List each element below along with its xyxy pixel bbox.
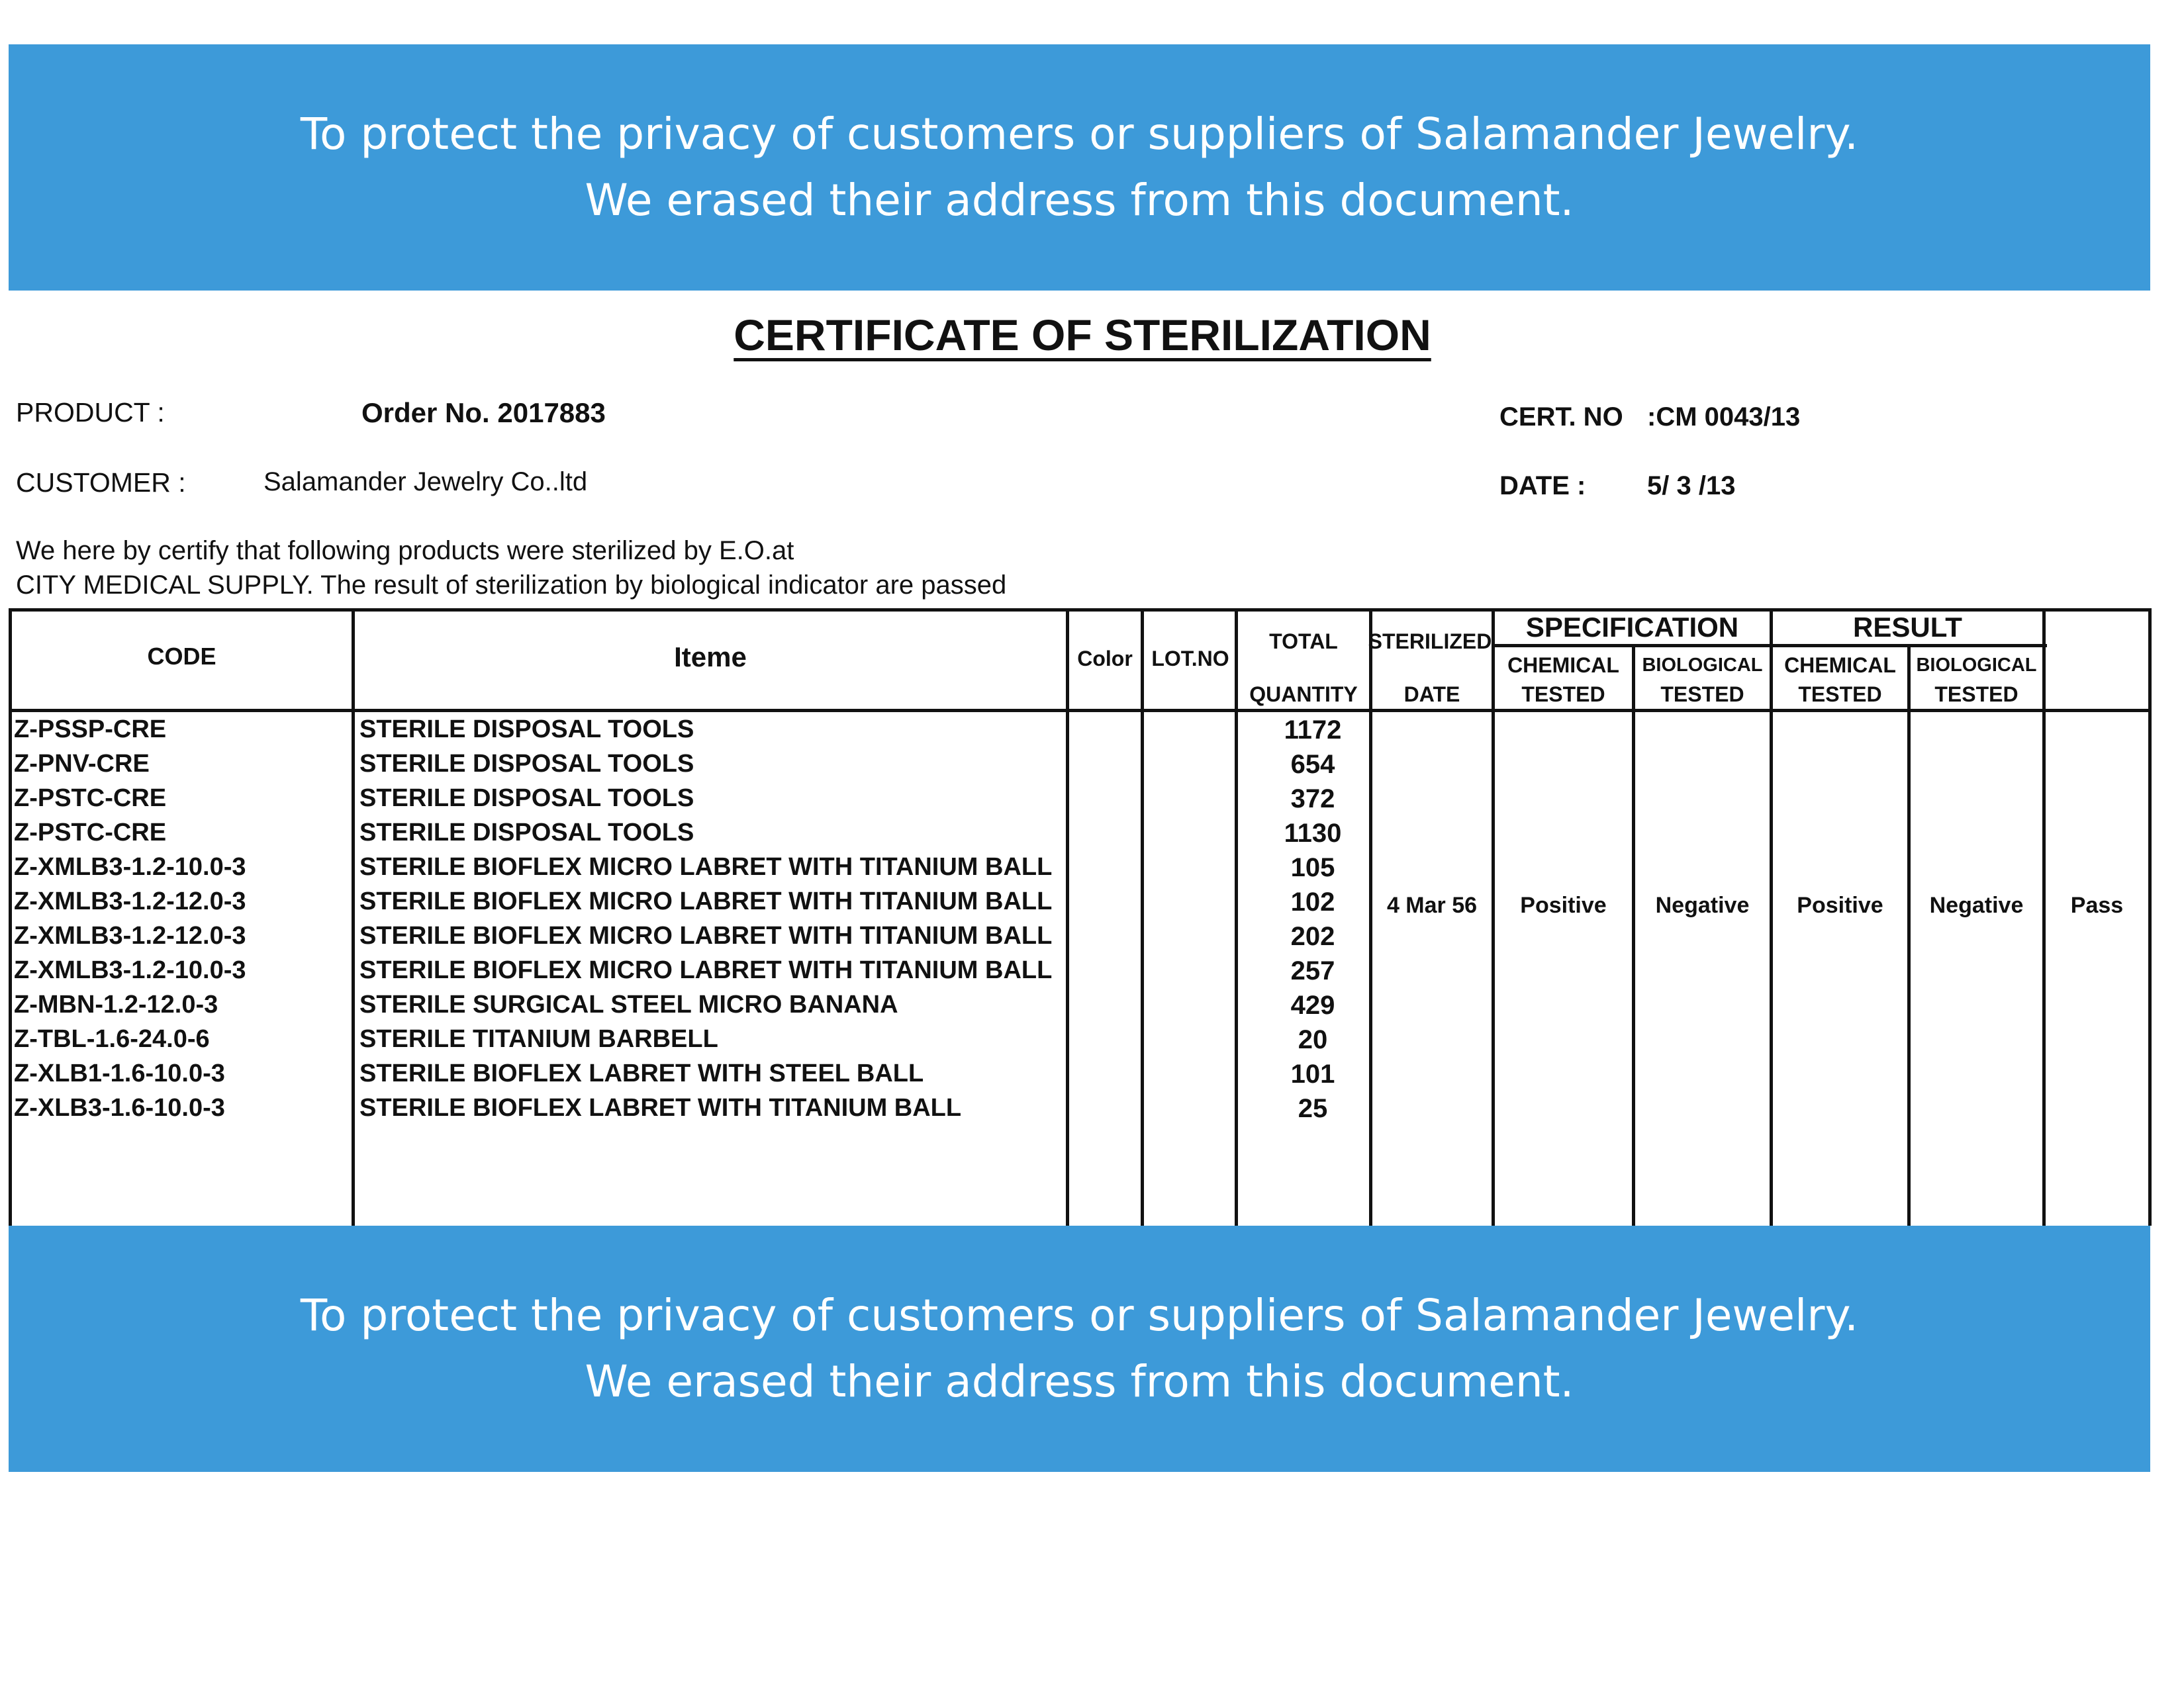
table-row [9,1094,2152,1128]
header-result-chemical: CHEMICAL [1784,653,1896,677]
document-title [0,310,2165,360]
privacy-banner-bottom [9,1226,2150,1472]
row-item: STERILE BIOFLEX MICRO LABRET WITH TITANIUM BALL [359,888,1053,915]
header-result-biological: BIOLOGICAL [1916,655,2037,676]
row-quantity: 372 [1290,784,1335,813]
banner-line-2: We erased their address from this document. [585,175,1574,226]
table-row [9,1025,2152,1060]
product-value: Order No. 2017883 [361,397,606,428]
row-quantity: 1172 [1284,715,1342,745]
header-spec-biological: BIOLOGICAL [1642,655,1763,676]
table-row [9,784,2152,819]
row-code: Z-TBL-1.6-24.0-6 [14,1025,210,1053]
row-item: STERILE DISPOSAL TOOLS [359,750,694,778]
row-code: Z-PSTC-CRE [14,819,167,846]
table-row [9,853,2152,888]
header-result-chemical-tested: TESTED [1798,682,1882,706]
row-code: Z-PSSP-CRE [14,715,167,743]
product-label: PRODUCT : [16,397,165,428]
row-item: STERILE DISPOSAL TOOLS [359,819,694,846]
spec-chemical-result: Positive [1520,893,1607,918]
table-row [9,991,2152,1025]
row-code: Z-XMLB3-1.2-10.0-3 [14,853,246,881]
date-label: DATE : [1499,471,1586,500]
row-item: STERILE TITANIUM BARBELL [359,1025,718,1053]
header-sterilized: STERILIZED [1368,629,1492,653]
cert-no-label: CERT. NO [1499,402,1623,432]
row-quantity: 20 [1298,1025,1328,1054]
row-quantity: 202 [1290,922,1335,951]
row-code: Z-MBN-1.2-12.0-3 [14,991,218,1019]
row-quantity: 429 [1290,991,1335,1020]
row-item: STERILE BIOFLEX LABRET WITH TITANIUM BALL [359,1094,962,1122]
header-sterilized-date: DATE [1403,682,1460,706]
header-item: Iteme [674,641,747,672]
row-quantity: 101 [1290,1060,1335,1089]
result-chemical-value: Positive [1797,893,1883,918]
date-value: 5/ 3 /13 [1647,471,1736,500]
row-quantity: 257 [1290,956,1335,985]
row-item: STERILE BIOFLEX MICRO LABRET WITH TITANIUM BALL [359,922,1053,950]
row-code: Z-XLB1-1.6-10.0-3 [14,1060,225,1087]
header-result: RESULT [1853,612,1962,643]
customer-label: CUSTOMER : [16,467,186,498]
row-code: Z-XLB3-1.6-10.0-3 [14,1094,225,1122]
header-result-biological-tested: TESTED [1934,682,2018,706]
row-quantity: 654 [1290,750,1335,779]
final-result-value: Pass [2070,893,2124,918]
row-item: STERILE BIOFLEX LABRET WITH STEEL BALL [359,1060,924,1087]
row-item: STERILE DISPOSAL TOOLS [359,715,694,743]
row-quantity: 25 [1298,1094,1328,1123]
table-row [9,715,2152,750]
table-row [9,750,2152,784]
result-biological-value: Negative [1929,893,2024,918]
banner-line-1: To protect the privacy of customers or suppliers of Salamander Jewelry. [300,1290,1859,1341]
table-row [9,1060,2152,1094]
row-quantity: 1130 [1284,819,1342,848]
spec-biological-result: Negative [1655,893,1750,918]
sterilization-table [9,608,2152,1226]
table-row [9,922,2152,956]
header-color: Color [1077,647,1133,670]
row-code: Z-XMLB3-1.2-12.0-3 [14,922,246,950]
document-title-text: CERTIFICATE OF STERILIZATION [734,310,1431,359]
row-code: Z-XMLB3-1.2-10.0-3 [14,956,246,984]
table-row [9,956,2152,991]
header-total: TOTAL [1269,629,1338,653]
certification-statement [16,533,1006,602]
row-code: Z-XMLB3-1.2-12.0-3 [14,888,246,915]
row-item: STERILE SURGICAL STEEL MICRO BANANA [359,991,898,1019]
row-item: STERILE BIOFLEX MICRO LABRET WITH TITANIUM BALL [359,853,1053,881]
sterilized-date-value: 4 Mar 56 [1386,893,1478,918]
header-spec-chemical: CHEMICAL [1507,653,1619,677]
header-specification: SPECIFICATION [1525,612,1739,643]
row-quantity: 102 [1290,888,1335,917]
statement-line-1: We here by certify that following products were sterilized by E.O.at [16,536,794,565]
row-item: STERILE DISPOSAL TOOLS [359,784,694,812]
privacy-banner-top [9,44,2150,291]
cert-no-value: :CM 0043/13 [1647,402,1801,432]
row-item: STERILE BIOFLEX MICRO LABRET WITH TITANIUM BALL [359,956,1053,984]
header-bottom-border [9,709,2152,712]
customer-value: Salamander Jewelry Co..ltd [263,467,588,496]
header-quantity: QUANTITY [1249,682,1358,706]
statement-line-2: CITY MEDICAL SUPPLY. The result of sterilization by biological indicator are passed [16,570,1007,600]
banner-line-1: To protect the privacy of customers or suppliers of Salamander Jewelry. [300,109,1859,160]
header-spec-biological-tested: TESTED [1660,682,1744,706]
banner-line-2: We erased their address from this document. [585,1356,1574,1407]
header-code: CODE [147,643,216,670]
header-spec-chemical-tested: TESTED [1521,682,1605,706]
row-quantity: 105 [1290,853,1335,882]
table-row [9,819,2152,853]
row-code: Z-PSTC-CRE [14,784,167,812]
row-code: Z-PNV-CRE [14,750,150,778]
header-lot-no: LOT.NO [1151,647,1229,670]
